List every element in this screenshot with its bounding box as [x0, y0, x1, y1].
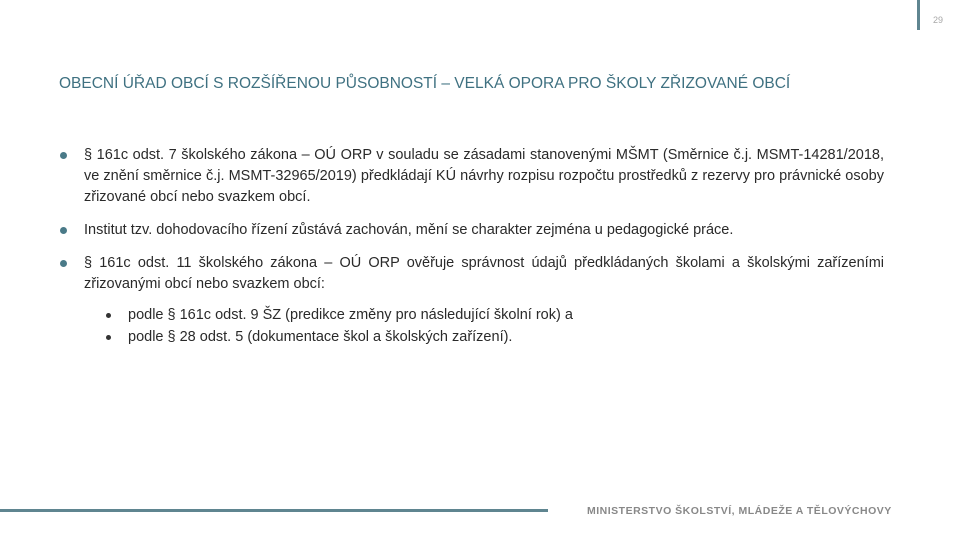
footer-divider — [0, 509, 548, 512]
bullet-item — [60, 253, 884, 348]
sub-bullet-text: podle § 161c odst. 9 ŠZ (predikce změny pro následující školní rok) a — [128, 307, 573, 323]
bullet-dot-icon — [60, 227, 67, 234]
sub-bullet-item — [106, 304, 884, 326]
bullet-text: § 161c odst. 7 školského zákona – OÚ ORP v souladu se zásadami stanovenými MŠMT (Směrnice č.j. MSMT-14281/2018, ve znění směrnice č.j. MSMT-32965/2019) předkládají KÚ návrhy rozpisu rozpočtu prostředků z rezervy pro právnické osoby zřizované obcí nebo svazkem obcí. — [84, 147, 884, 205]
bullet-dot-icon — [60, 152, 67, 159]
sub-bullet-dot-icon — [106, 335, 111, 340]
header-accent-bar — [917, 0, 920, 30]
sub-bullet-item — [106, 326, 884, 348]
slide-content — [60, 145, 884, 360]
bullet-text: § 161c odst. 11 školského zákona – OÚ ORP ověřuje správnost údajů předkládaných školami a školskými zařízeními zřizovanými obcí nebo svazkem obcí: — [84, 255, 884, 292]
bullet-text: Institut tzv. dohodovacího řízení zůstává zachován, mění se charakter zejména u pedagogické práce. — [84, 222, 734, 238]
ministry-logo-text: MINISTERSTVO ŠKOLSTVÍ, MLÁDEŽE A TĚLOVÝCHOVY — [587, 505, 892, 517]
sub-bullet-dot-icon — [106, 313, 111, 318]
bullet-item — [60, 220, 884, 241]
page-number: 29 — [933, 15, 944, 25]
sub-bullet-text: podle § 28 odst. 5 (dokumentace škol a školských zařízení). — [128, 329, 513, 345]
slide-title: OBECNÍ ÚŘAD OBCÍ S ROZŠÍŘENOU PŮSOBNOSTÍ – VELKÁ OPORA PRO ŠKOLY ZŘIZOVANÉ OBCÍ — [59, 75, 791, 92]
bullet-dot-icon — [60, 260, 67, 267]
bullet-item — [60, 145, 884, 208]
sub-bullet-list — [84, 304, 884, 348]
